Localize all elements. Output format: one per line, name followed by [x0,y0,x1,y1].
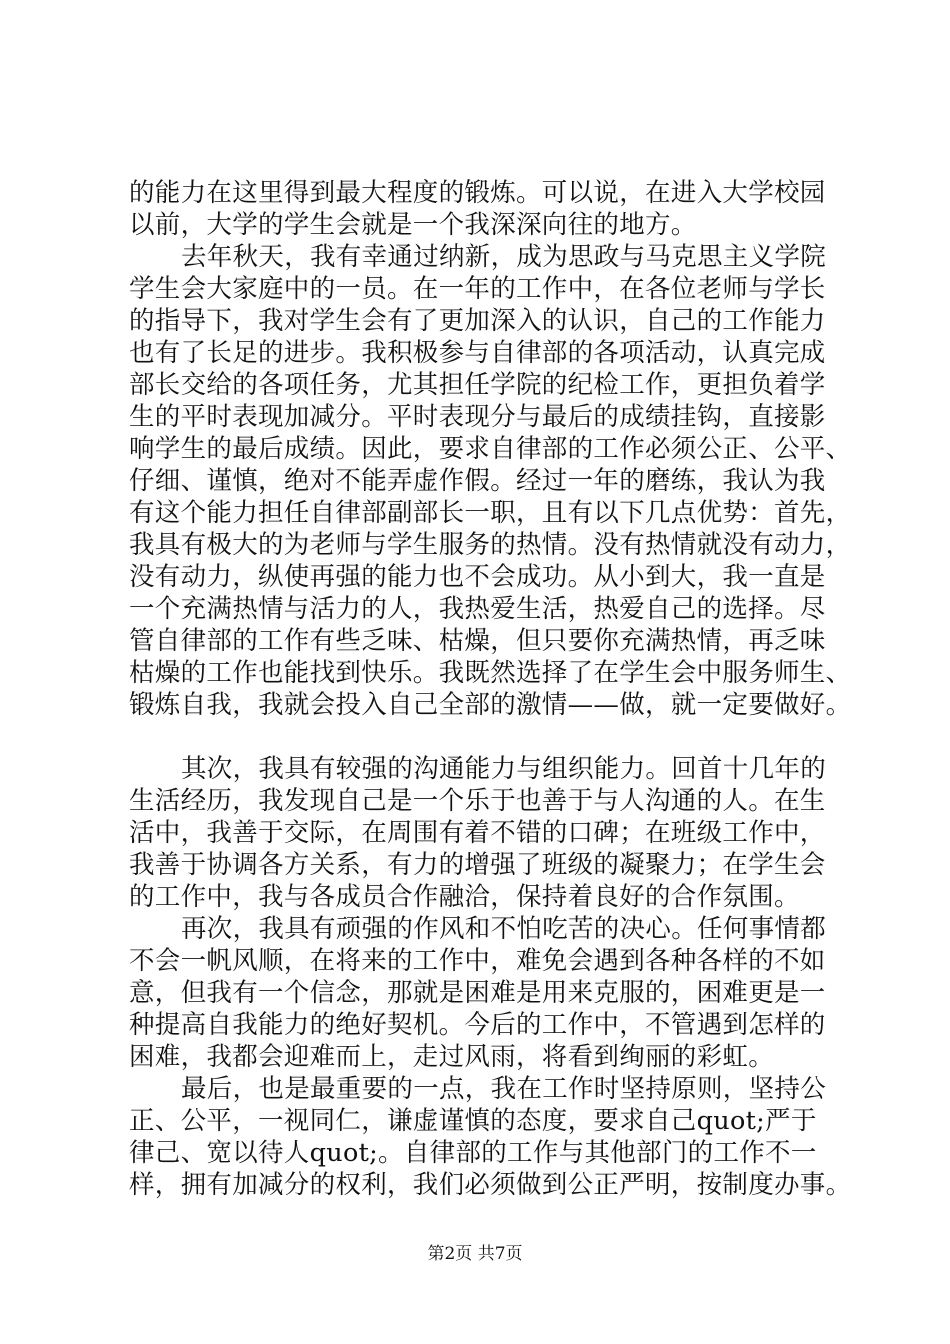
text-line: 再次，我具有顽强的作风和不怕吃苦的决心。任何事情都 [181,914,827,944]
text-line: 活中，我善于交际，在周围有着不错的口碑；在班级工作中， [129,818,826,848]
text-line: 锻炼自我，我就会投入自己全部的激情——做，就一定要做好。 [129,690,852,720]
text-line: 困难，我都会迎难而上，走过风雨，将看到绚丽的彩虹。 [129,1042,775,1072]
text-line: 部长交给的各项任务，尤其担任学院的纪检工作，更担负着学 [129,370,826,400]
text-line: 生的平时表现加减分。平时表现分与最后的成绩挂钩，直接影 [129,402,826,432]
text-line: 的工作中，我与各成员合作融洽，保持着良好的合作氛围。 [129,882,800,912]
text-line: 的能力在这里得到最大程度的锻炼。可以说，在进入大学校园 [129,178,826,208]
text-line: 生活经历，我发现自己是一个乐于也善于与人沟通的人。在生 [129,786,826,816]
text-line: 律己、宽以待人quot;。自律部的工作与其他部门的工作不一 [129,1138,817,1168]
text-line: 仔细、谨慎，绝对不能弄虚作假。经过一年的磨练，我认为我 [129,466,826,496]
text-line: 样，拥有加减分的权利，我们必须做到公正严明，按制度办事。 [129,1170,852,1200]
text-line: 种提高自我能力的绝好契机。今后的工作中，不管遇到怎样的 [129,1010,826,1040]
text-line: 不会一帆风顺，在将来的工作中，难免会遇到各种各样的不如 [129,946,826,976]
text-line: 其次，我具有较强的沟通能力与组织能力。回首十几年的 [181,754,827,784]
text-line: 一个充满热情与活力的人，我热爱生活，热爱自己的选择。尽 [129,594,826,624]
text-line: 去年秋天，我有幸通过纳新，成为思政与马克思主义学院 [181,242,827,272]
text-line: 枯燥的工作也能找到快乐。我既然选择了在学生会中服务师生、 [129,658,852,688]
text-line: 以前，大学的学生会就是一个我深深向往的地方。 [129,210,697,240]
text-line: 管自律部的工作有些乏味、枯燥，但只要你充满热情，再乏味 [129,626,826,656]
text-line: 也有了长足的进步。我积极参与自律部的各项活动，认真完成 [129,338,826,368]
text-line: 学生会大家庭中的一员。在一年的工作中，在各位老师与学长 [129,274,826,304]
page-footer: 第2页 共7页 [427,1244,523,1264]
text-line: 响学生的最后成绩。因此，要求自律部的工作必须公正、公平、 [129,434,852,464]
paragraph-gap [129,721,829,753]
text-line: 有这个能力担任自律部副部长一职，且有以下几点优势：首先， [129,498,852,528]
text-line: 意，但我有一个信念，那就是困难是用来克服的，困难更是一 [129,978,826,1008]
text-line: 我具有极大的为老师与学生服务的热情。没有热情就没有动力， [129,530,852,560]
text-line: 没有动力，纵使再强的能力也不会成功。从小到大，我一直是 [129,562,826,592]
text-line: 的指导下，我对学生会有了更加深入的认识，自己的工作能力 [129,306,826,336]
body-text [129,177,852,1201]
text-line: 最后，也是最重要的一点，我在工作时坚持原则，坚持公 [181,1074,827,1104]
text-line: 正、公平，一视同仁，谦虚谨慎的态度，要求自己quot;严于 [129,1106,817,1136]
text-line: 我善于协调各方关系，有力的增强了班级的凝聚力；在学生会 [129,850,826,880]
